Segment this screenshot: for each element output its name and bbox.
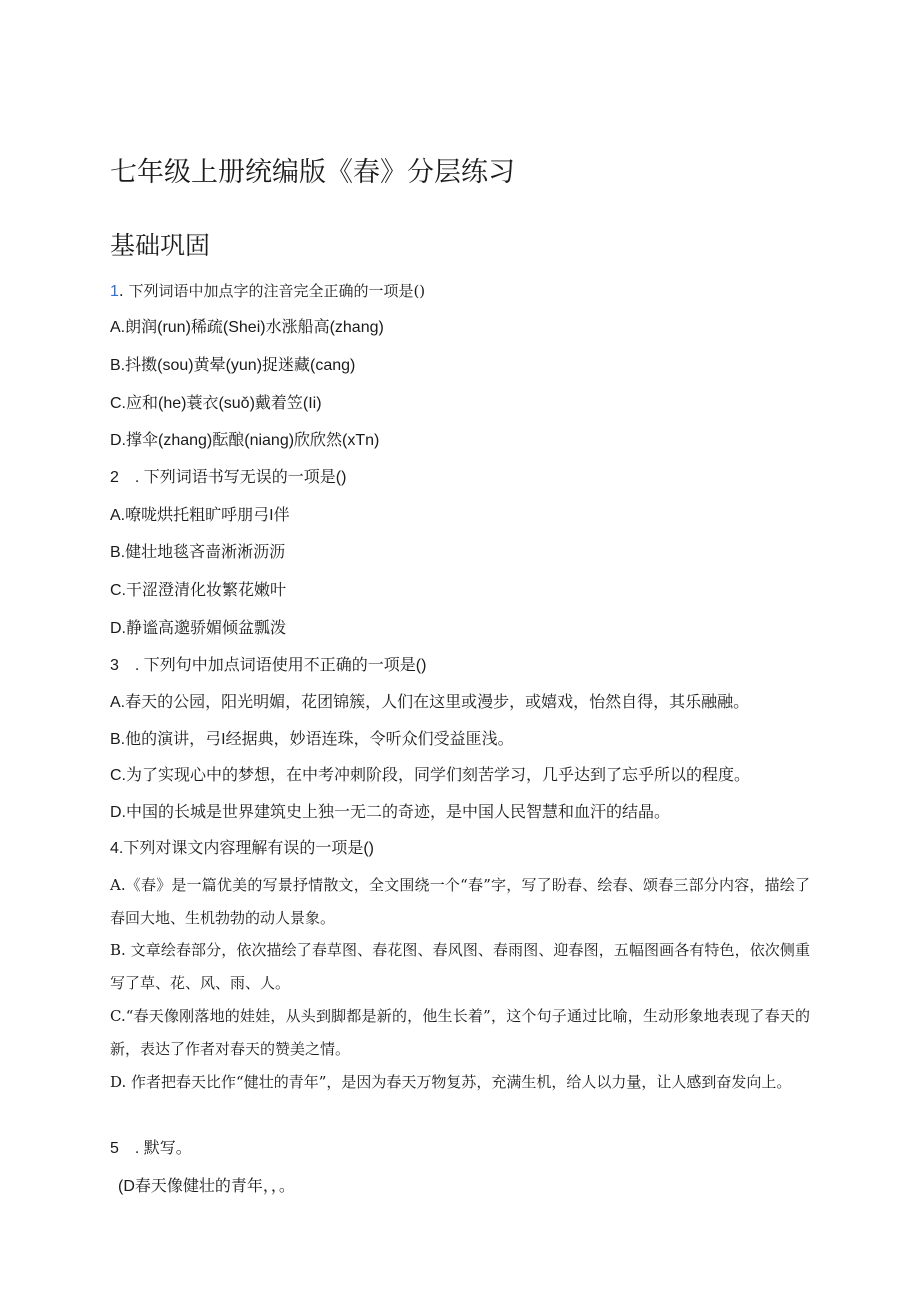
question-1-option-b: B.抖擞(sou)黄晕(yun)捉迷藏(cang) [110,357,356,374]
question-2-option-a: A.嘹咙烘托粗旷呼朋弓I伴 [110,507,290,524]
question-1-number: 1 [110,283,119,300]
question-3-option-d: D.中国的长城是世界建筑史上独一无二的奇迹，是中国人民智慧和血汗的结晶。 [110,804,671,821]
question-5-item-1: (D春天像健壮的青年，，。 [118,1178,295,1195]
question-3-option-b: B.他的演讲，弓I经据典，妙语连珠，令听众们受益匪浅。 [110,731,514,748]
question-4-option-a: A.《春》是一篇优美的写景抒情散文，全文围绕一个“春”字，写了盼春、绘春、颂春三部分内容，描绘了春回大地、生机勃勃的动人景象。 [110,876,810,927]
section-title: 基础巩固 [110,231,211,260]
question-4-option-d: D. 作者把春天比作“健壮的青年”，是因为春天万物复苏，充满生机，给人以力量，让人感到奋发向上。 [110,1073,792,1091]
question-1-stem [110,281,425,302]
question-2-stem: 2 . 下列词语书写无误的一项是() [110,469,347,486]
question-1-text: . 下列词语中加点字的注音完全正确的一项是() [118,282,426,300]
question-3-option-c: C.为了实现心中的梦想，在中考冲刺阶段，同学们刻苦学习，几乎达到了忘乎所以的程度。 [110,767,751,784]
document-title: 七年级上册统编版《春》分层练习 [110,157,515,188]
question-1-option-a: A.朗润(run)稀疏(Shei)水涨船高(zhang) [110,319,384,336]
question-4-stem: 4.下列对课文内容理解有误的一项是() [110,840,375,857]
question-5-stem: 5 . 默写。 [110,1140,192,1157]
question-2-option-b: B.健壮地毯吝啬淅淅沥沥 [110,544,286,561]
question-4-option-b: B. 文章绘春部分，依次描绘了春草图、春花图、春风图、春雨图、迎春图，五幅图画各有特色，依次侧重写了草、花、风、雨、人。 [110,941,810,992]
question-2-option-d: D.静谧高邈骄媚倾盆瓢泼 [110,620,287,637]
question-1-option-d: D.撑伞(zhang)酝酿(niang)欣欣然(xTn) [110,432,380,449]
question-4-option-c: C.“春天像刚落地的娃娃，从头到脚都是新的，他生长着”，这个句子通过比喻，生动形象地表现了春天的新，表达了作者对春天的赞美之情。 [110,1007,810,1058]
question-3-stem: 3 . 下列句中加点词语使用不正确的一项是() [110,657,427,674]
question-3-option-a: A.春天的公园，阳光明媚，花团锦簇，人们在这里或漫步，或嬉戏，怡然自得，其乐融融。 [110,694,750,711]
question-2-option-c: C.干涩澄清化妆繁花嫩叶 [110,582,287,599]
question-1-option-c: C.应和(he)蓑衣(suǒ)戴着笠(Ii) [110,395,322,412]
